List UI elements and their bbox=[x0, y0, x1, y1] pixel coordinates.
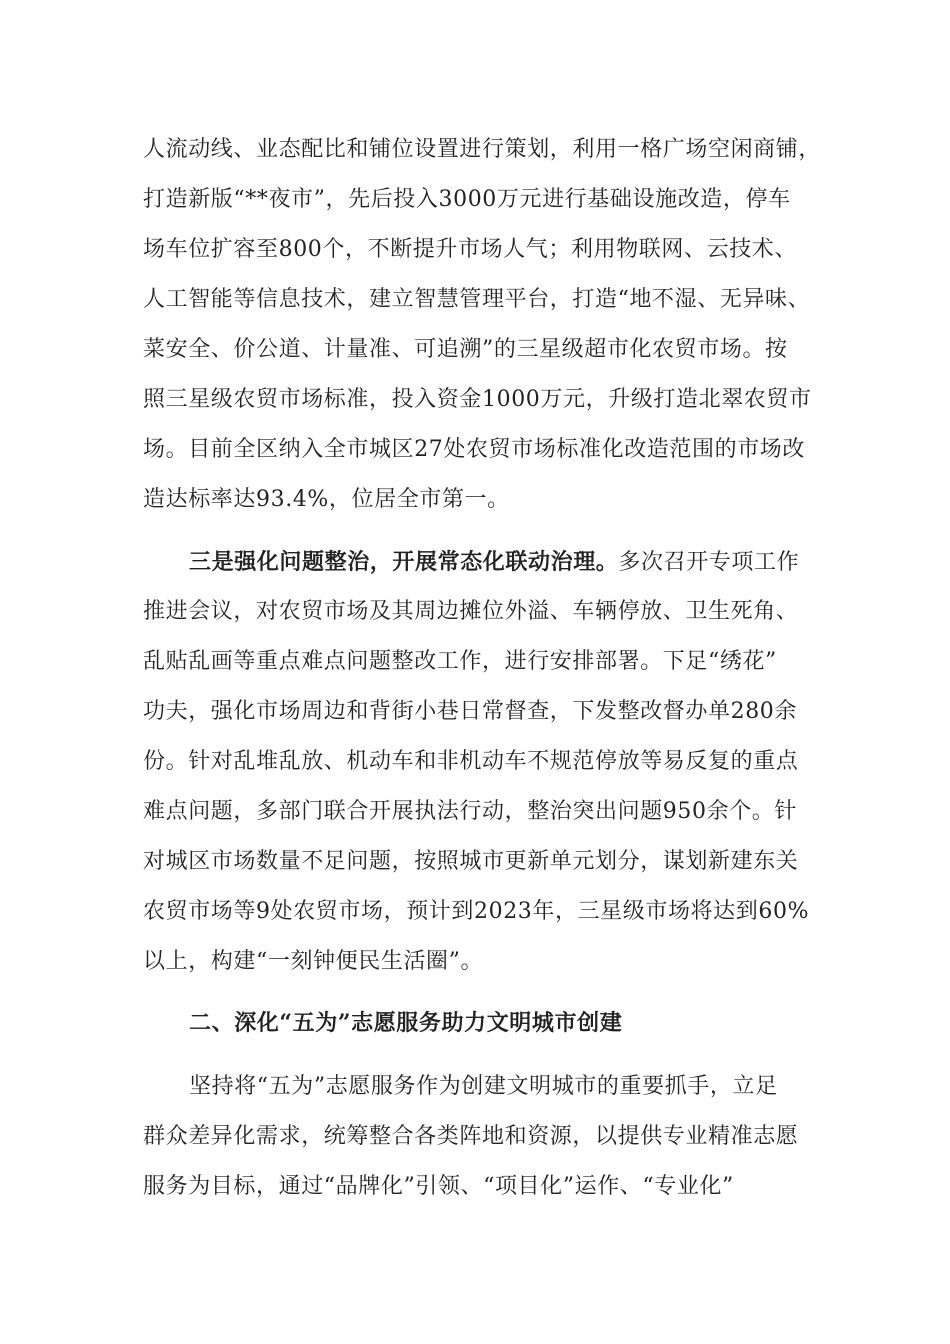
section-heading: 二、深化“五为”志愿服务助力文明城市创建 bbox=[189, 1010, 623, 1036]
text-line: 场车位扩容至800个，不断提升市场人气；利用物联网、云技术、 bbox=[143, 237, 797, 262]
text-line: 人工智能等信息技术，建立智慧管理平台，打造“地不湿、无异味、 bbox=[143, 287, 811, 312]
text-line: 推进会议，对农贸市场及其周边摊位外溢、车辆停放、卫生死角、 bbox=[143, 599, 799, 624]
text-line: 造达标率达93.4%，位居全市第一。 bbox=[143, 487, 510, 512]
text-line: 难点问题，多部门联合开展执法行动，整治突出问题950余个。针 bbox=[143, 799, 797, 824]
text-line: 服务为目标，通过“品牌化”引领、“项目化”运作、“专业化” bbox=[143, 1174, 734, 1199]
text-line: 人流动线、业态配比和铺位设置进行策划，利用一格广场空闲商铺， bbox=[143, 137, 822, 162]
text-line: 乱贴乱画等重点难点问题整改工作，进行安排部署。下足“绣花” bbox=[143, 649, 777, 674]
text-line bbox=[189, 537, 879, 587]
text-line: 功夫，强化市场周边和背街小巷日常督查，下发整改督办单280余 bbox=[143, 699, 797, 724]
paragraph-lead: 三是强化问题整治，开展常态化联动治理。 bbox=[189, 549, 619, 575]
text-line: 以上，构建“一刻钟便民生活圈”。 bbox=[143, 949, 484, 974]
text-line: 农贸市场等9处农贸市场，预计到2023年，三星级市场将达到60% bbox=[143, 899, 810, 924]
text-line: 对城区市场数量不足问题，按照城市更新单元划分，谋划新建东关 bbox=[143, 849, 799, 874]
text-line: 份。针对乱堆乱放、机动车和非机动车不规范停放等易反复的重点 bbox=[143, 749, 799, 774]
text-line: 菜安全、价公道、计量准、可追溯”的三星级超市化农贸市场。按 bbox=[143, 337, 788, 362]
text-line: 群众差异化需求，统筹整合各类阵地和资源，以提供专业精准志愿 bbox=[143, 1124, 799, 1149]
text-line: 坚持将“五为”志愿服务作为创建文明城市的重要抓手，立足 bbox=[189, 1074, 778, 1099]
text-line: 场。目前全区纳入全市城区27处农贸市场标准化改造范围的市场改 bbox=[143, 437, 805, 462]
text-span: 多次召开专项工作 bbox=[618, 550, 800, 575]
text-line: 照三星级农贸市场标准，投入资金1000万元，升级打造北翠农贸市 bbox=[143, 387, 812, 412]
text-line: 打造新版“**夜市”，先后投入3000万元进行基础设施改造，停车 bbox=[143, 187, 791, 212]
